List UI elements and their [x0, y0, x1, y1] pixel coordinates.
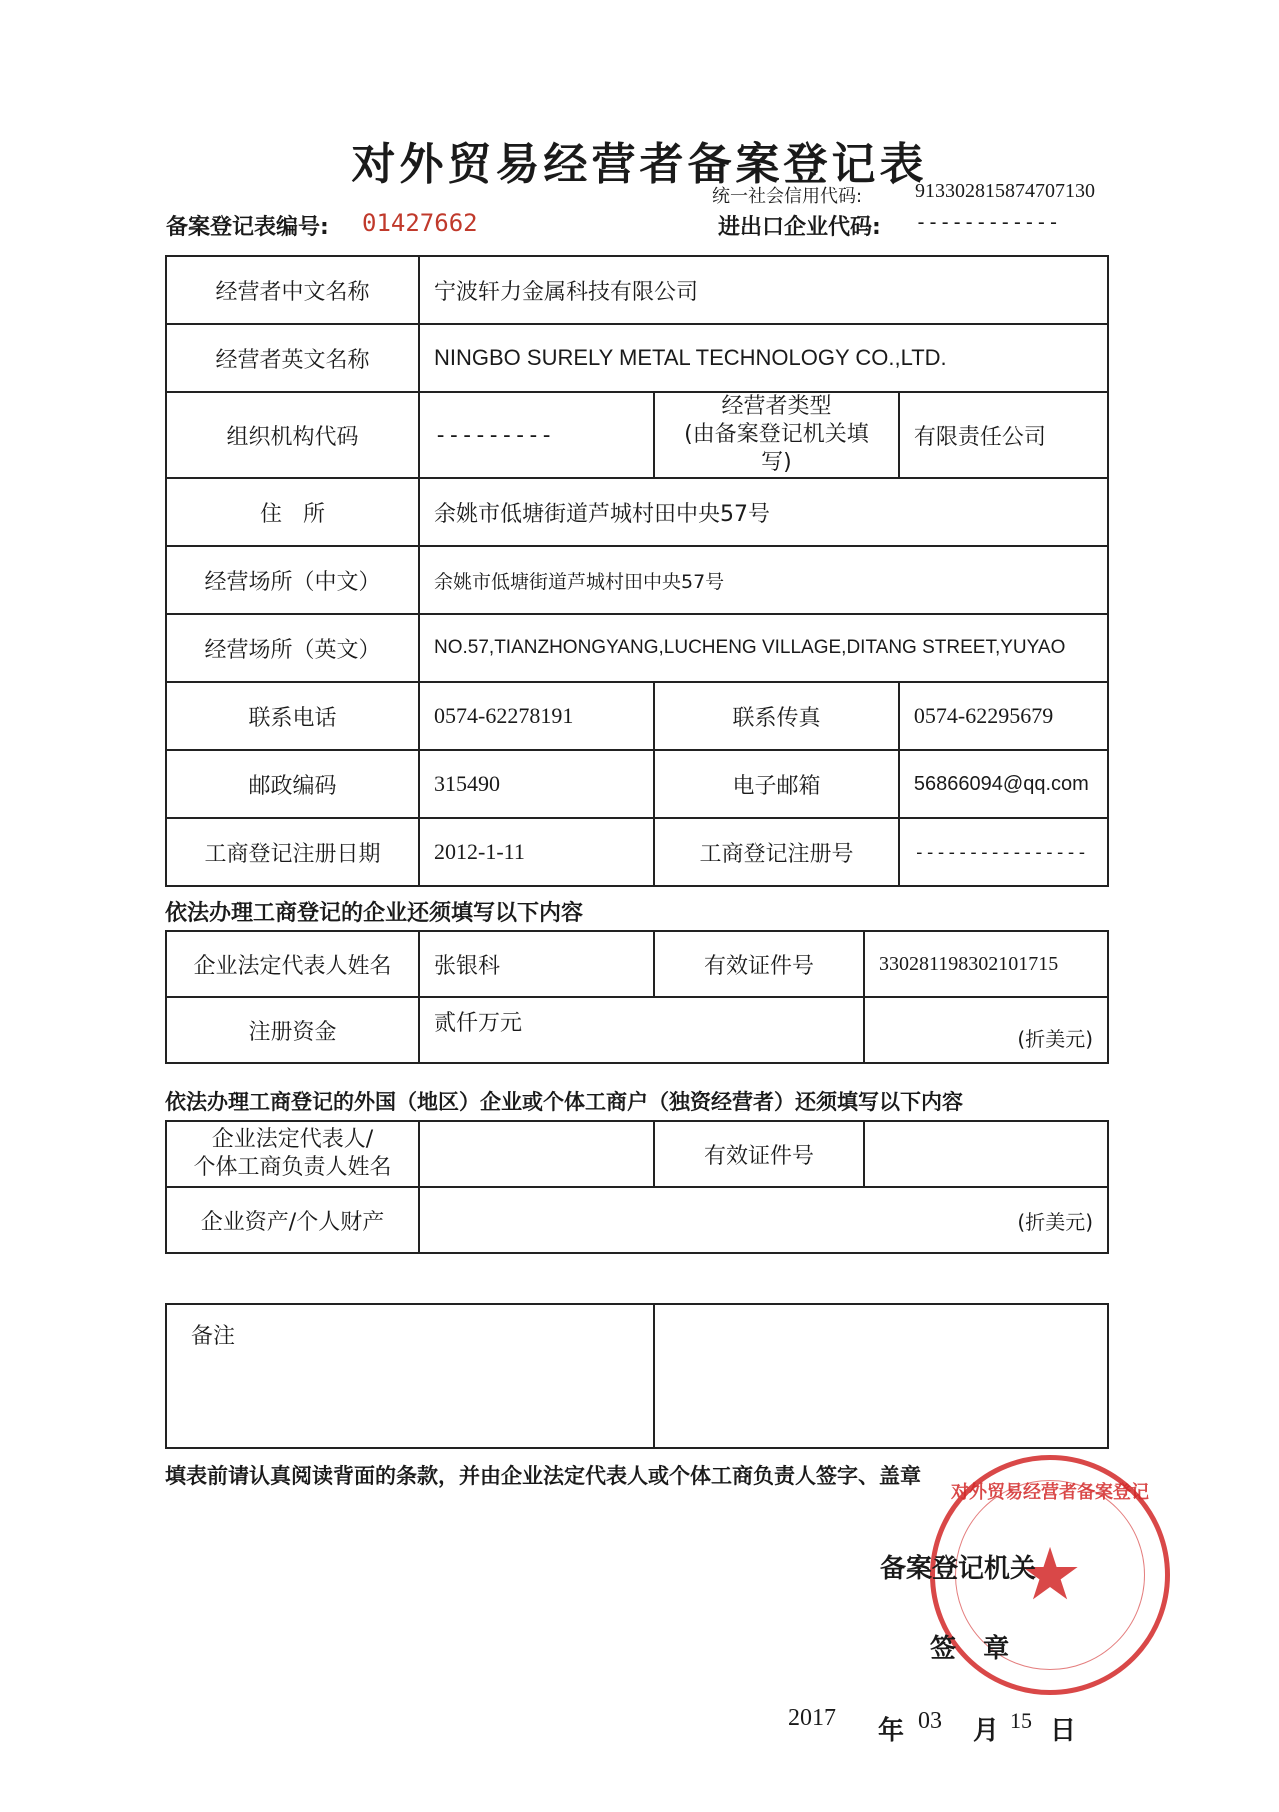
form-title: 对外贸易经营者备案登记表: [351, 139, 928, 190]
date-year-unit: 年: [878, 1716, 905, 1746]
remarks-value: [654, 1304, 1108, 1448]
address-value: 余姚市低塘街道芦城村田中央57号: [419, 478, 1108, 546]
section2-heading: 依法办理工商登记的外国（地区）企业或个体工商户（独资经营者）还须填写以下内容: [165, 1090, 963, 1114]
place-en-label: 经营场所（英文）: [166, 614, 419, 682]
phone-label: 联系电话: [166, 682, 419, 750]
id2-value: [864, 1121, 1108, 1187]
postcode-value: 315490: [419, 750, 654, 818]
rep2-value: [419, 1121, 654, 1187]
capital-usd-note: (折美元): [864, 997, 1108, 1063]
phone-value: 0574-62278191: [419, 682, 654, 750]
org-code-label: 组织机构代码: [166, 392, 419, 478]
credit-code-value: 913302815874707130: [915, 180, 1095, 202]
rep2-label-1: 企业法定代表人/: [211, 1127, 374, 1152]
place-cn-label: 经营场所（中文）: [166, 546, 419, 614]
place-en-value: NO.57,TIANZHONGYANG,LUCHENG VILLAGE,DITANG STREET,YUYAO: [419, 614, 1108, 682]
seal-star-icon: ★: [1017, 1532, 1083, 1616]
fax-label: 联系传真: [654, 682, 899, 750]
en-name-label: 经营者英文名称: [166, 324, 419, 392]
date-day: 15: [1010, 1708, 1032, 1733]
credit-code-label: 统一社会信用代码:: [712, 186, 863, 207]
id-label: 有效证件号: [654, 931, 864, 997]
legal-rep-value: 张银科: [419, 931, 654, 997]
section2-table: [165, 1120, 1109, 1254]
remarks-label: 备注: [166, 1304, 654, 1448]
reg-date-value: 2012-1-11: [419, 818, 654, 886]
en-name-value: NINGBO SURELY METAL TECHNOLOGY CO.,LTD.: [419, 324, 1108, 392]
reg-date-label: 工商登记注册日期: [166, 818, 419, 886]
id-value: 330281198302101715: [864, 931, 1108, 997]
cn-name-label: 经营者中文名称: [166, 256, 419, 324]
form-no-value: 01427662: [362, 209, 478, 237]
assets-label: 企业资产/个人财产: [166, 1187, 419, 1253]
section1-table: [165, 930, 1109, 1064]
date-year: 2017: [788, 1705, 836, 1731]
org-code-value: ---------: [419, 392, 654, 478]
capital-label: 注册资金: [166, 997, 419, 1063]
reg-no-label: 工商登记注册号: [654, 818, 899, 886]
ie-code-label: 进出口企业代码:: [718, 215, 881, 240]
authority-label: 备案登记机关: [880, 1554, 1037, 1584]
footer-note: 填表前请认真阅读背面的条款，并由企业法定代表人或个体工商负责人签字、盖章: [165, 1464, 921, 1488]
seal-text: 对外贸易经营者备案登记: [951, 1482, 1149, 1503]
email-label: 电子邮箱: [654, 750, 899, 818]
fax-value: 0574-62295679: [899, 682, 1108, 750]
type-value: 有限责任公司: [899, 392, 1108, 478]
section1-heading: 依法办理工商登记的企业还须填写以下内容: [165, 901, 584, 926]
rep2-label-2: 个体工商负责人姓名: [193, 1155, 392, 1180]
type-label-cell: [654, 392, 899, 478]
address-label: 住 所: [166, 478, 419, 546]
place-cn-value: 余姚市低塘街道芦城村田中央57号: [419, 546, 1108, 614]
postcode-label: 邮政编码: [166, 750, 419, 818]
rep2-label-cell: [166, 1121, 419, 1187]
main-info-table: [165, 255, 1109, 887]
date-day-unit: 日: [1050, 1716, 1077, 1746]
date-month-unit: 月: [973, 1716, 1000, 1746]
id2-label: 有效证件号: [654, 1121, 864, 1187]
remarks-table: [165, 1303, 1109, 1449]
email-value: 56866094@qq.com: [899, 750, 1108, 818]
seal-label: 签 章: [930, 1634, 1010, 1664]
legal-rep-label: 企业法定代表人姓名: [166, 931, 419, 997]
date-month: 03: [918, 1708, 942, 1734]
type-label-sub: (由备案登记机关填写): [684, 422, 869, 475]
reg-no-value: ----------------: [899, 818, 1108, 886]
form-no-label: 备案登记表编号:: [166, 215, 329, 240]
assets-usd-note: (折美元): [419, 1187, 1108, 1253]
type-label: 经营者类型: [721, 394, 832, 419]
cn-name-value: 宁波轩力金属科技有限公司: [419, 256, 1108, 324]
ie-code-value: ------------: [915, 210, 1060, 234]
capital-value: 贰仟万元: [419, 997, 864, 1063]
